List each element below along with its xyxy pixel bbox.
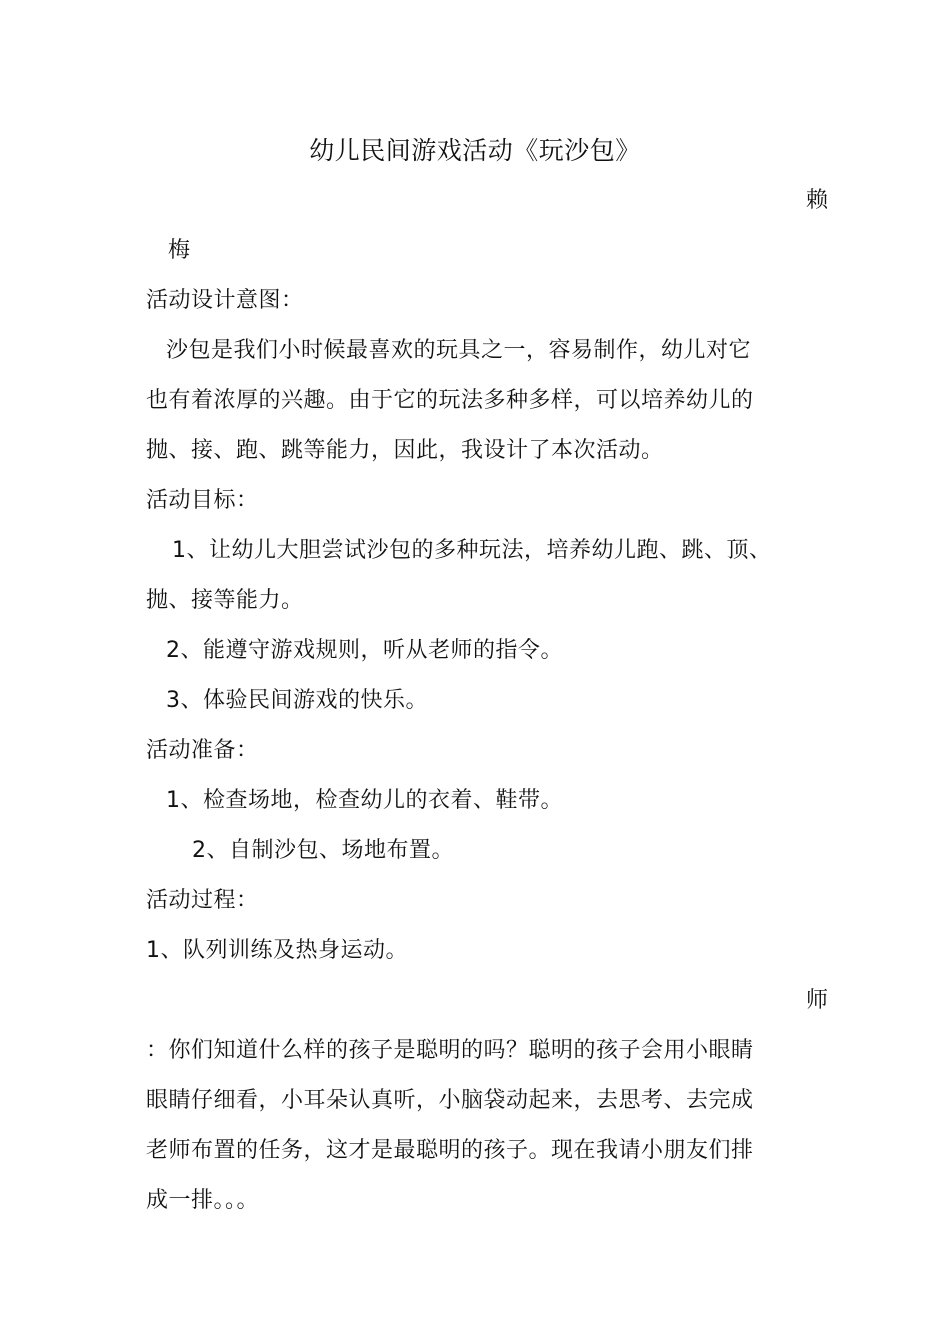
speaker-label: 师 — [806, 988, 829, 1013]
author-given-name: 梅 — [168, 238, 191, 263]
paragraph-line: 眼睛仔细看，小耳朵认真听，小脑袋动起来，去思考、去完成 — [146, 1088, 754, 1113]
section-heading-process: 活动过程： — [146, 888, 259, 913]
section-heading-preparation: 活动准备： — [146, 738, 259, 763]
goal-item: 3、体验民间游戏的快乐。 — [166, 688, 428, 713]
paragraph-line: 也有着浓厚的兴趣。由于它的玩法多种多样，可以培养幼儿的 — [146, 388, 754, 413]
section-heading-goals: 活动目标： — [146, 488, 259, 513]
paragraph-line: 老师布置的任务，这才是最聪明的孩子。现在我请小朋友们排 — [146, 1138, 754, 1163]
document-title: 幼儿民间游戏活动《玩沙包》 — [309, 136, 641, 165]
paragraph-line: 沙包是我们小时候最喜欢的玩具之一，容易制作，幼儿对它 — [166, 338, 752, 363]
goal-item: 1、让幼儿大胆尝试沙包的多种玩法，培养幼儿跑、跳、顶、 — [172, 538, 772, 563]
author-surname: 赖 — [806, 188, 829, 213]
paragraph-line: 成一排。。。 — [146, 1188, 260, 1213]
preparation-item: 2、自制沙包、场地布置。 — [192, 838, 454, 863]
paragraph-line: ：你们知道什么样的孩子是聪明的吗？聪明的孩子会用小眼睛 — [146, 1038, 754, 1063]
goal-item-continued: 抛、接等能力。 — [146, 588, 304, 613]
goal-item: 2、能遵守游戏规则，听从老师的指令。 — [166, 638, 563, 663]
process-item: 1、队列训练及热身运动。 — [146, 938, 408, 963]
section-heading-design-intent: 活动设计意图： — [146, 288, 304, 313]
preparation-item: 1、检查场地，检查幼儿的衣着、鞋带。 — [166, 788, 563, 813]
paragraph-line: 抛、接、跑、跳等能力，因此，我设计了本次活动。 — [146, 438, 664, 463]
